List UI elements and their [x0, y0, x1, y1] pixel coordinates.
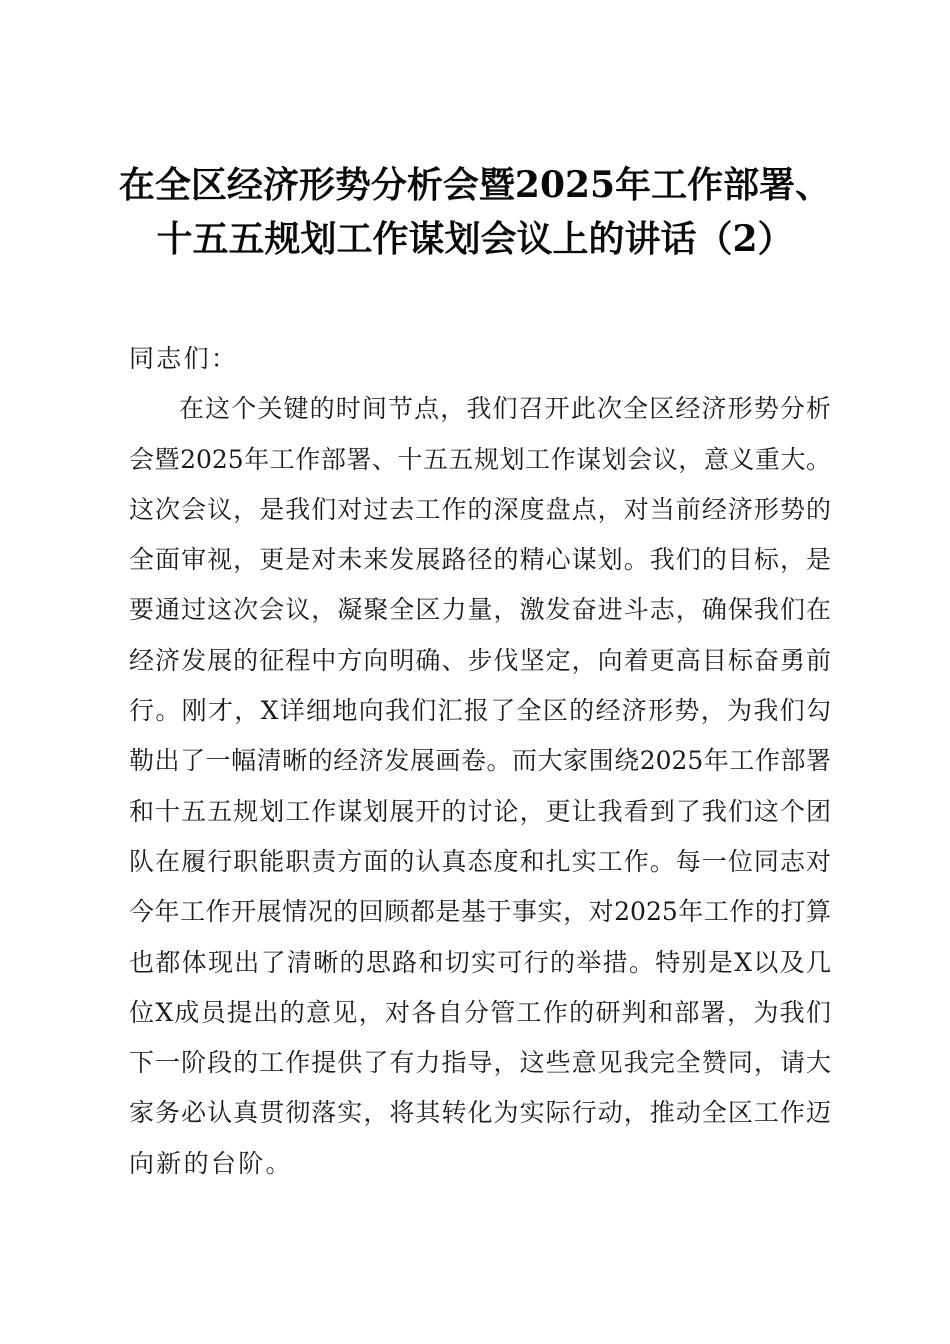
paragraph-line: 经济发展的征程中方向明确、步伐坚定，向着更高目标奋勇前	[129, 645, 831, 675]
paragraph-line: 行。刚才，X详细地向我们汇报了全区的经济形势，为我们勾	[129, 696, 831, 726]
paragraph-line: 会暨2025年工作部署、十五五规划工作谋划会议，意义重大。	[129, 444, 831, 474]
paragraph-line: 全面审视，更是对未来发展路径的精心谋划。我们的目标，是	[129, 545, 831, 575]
paragraph-line: 这次会议，是我们对过去工作的深度盘点，对当前经济形势的	[129, 494, 831, 524]
paragraph-line: 今年工作开展情况的回顾都是基于事实，对2025年工作的打算	[129, 897, 831, 927]
document-body	[129, 334, 831, 1189]
title-line: 十五五规划工作谋划会议上的讲话（2）	[156, 218, 794, 260]
paragraph-line: 家务必认真贯彻落实，将其转化为实际行动，推动全区工作迈	[129, 1098, 831, 1128]
salutation: 同志们：	[129, 344, 239, 373]
paragraph-line: 要通过这次会议，凝聚全区力量，激发奋进斗志，确保我们在	[129, 595, 831, 625]
paragraph-line: 下一阶段的工作提供了有力指导，这些意见我完全赞同，请大	[129, 1048, 831, 1078]
paragraph-line: 和十五五规划工作谋划展开的讨论，更让我看到了我们这个团	[129, 796, 831, 826]
title-line: 在全区经济形势分析会暨2025年工作部署、	[118, 164, 832, 206]
paragraph-line: 向新的台阶。	[129, 1148, 293, 1178]
document-title	[80, 158, 870, 266]
paragraph-line: 队在履行职能职责方面的认真态度和扎实工作。每一位同志对	[129, 846, 831, 876]
paragraph-line: 位X成员提出的意见，对各自分管工作的研判和部署，为我们	[129, 997, 831, 1027]
paragraph-line: 也都体现出了清晰的思路和切实可行的举措。特别是X以及几	[129, 947, 831, 977]
paragraph-line: 在这个关键的时间节点，我们召开此次全区经济形势分析	[179, 394, 831, 424]
paragraph-line: 勒出了一幅清晰的经济发展画卷。而大家围绕2025年工作部署	[129, 746, 831, 776]
